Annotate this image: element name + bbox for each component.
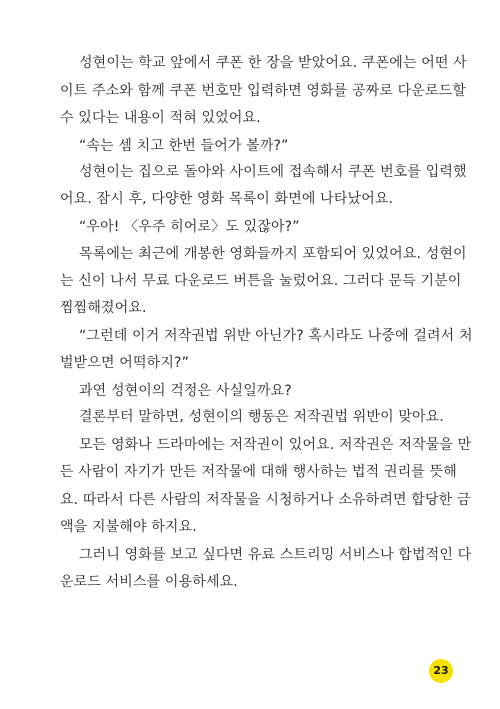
text-line: “그런데 이거 저작권법 위반 아닌가? 혹시라도 나중에 걸려서 처 — [79, 328, 473, 344]
text-line: 이트 주소와 함께 쿠폰 번호만 입력하면 영화를 공짜로 다운로드할 — [60, 83, 466, 99]
text-line: 어요. 잠시 후, 다양한 영화 목록이 화면에 나타났어요. — [60, 191, 394, 207]
text-line: 결론부터 말하면, 성현이의 행동은 저작권법 위반이 맞아요. — [79, 409, 444, 425]
highlighted-text-line — [60, 489, 471, 511]
highlight: 든 사람이 자기가 만든 저작물에 대해 행사하는 법적 권리를 뜻해 — [60, 464, 457, 480]
text-line: 성현이는 학교 앞에서 쿠폰 한 장을 받았어요. 쿠폰에는 어떤 사 — [79, 55, 467, 71]
text-line: “속는 셈 치고 한번 들어가 볼까?” — [79, 138, 289, 154]
highlight: 모든 영화나 드라마에는 저작권이 있어요. 저작권은 저작물을 만 — [79, 437, 472, 453]
text-line: 과연 성현이의 걱정은 사실일까요? — [79, 383, 292, 399]
text-line: 는 신이 나서 무료 다운로드 버튼을 눌렀어요. 그러다 문득 기분이 — [60, 273, 462, 289]
text-line: 수 있다는 내용이 적혀 있었어요. — [60, 110, 261, 126]
text-line: 성현이는 집으로 돌아와 사이트에 접속해서 쿠폰 번호를 입력했 — [79, 164, 467, 180]
highlighted-text-line — [60, 516, 197, 538]
text-line: 운로드 서비스를 이용하세요. — [60, 574, 238, 590]
highlighted-text-line — [60, 461, 457, 483]
highlighted-text-line — [79, 434, 471, 456]
text-line: “우아! 〈우주 히어로〉도 있잖아?” — [79, 219, 300, 235]
highlight: 액을 지불해야 하지요. — [60, 519, 197, 535]
text-line: 그러니 영화를 보고 싶다면 유료 스트리밍 서비스나 합법적인 다 — [79, 547, 472, 563]
text-line: 벌받으면 어떡하지?” — [60, 355, 189, 371]
text-line: 목록에는 최근에 개봉한 영화들까지 포함되어 있었어요. 성현이 — [79, 246, 467, 262]
text-line: 찜찜해졌어요. — [60, 300, 147, 316]
highlight: 요. 따라서 다른 사람의 저작물을 시청하거나 소유하려면 합당한 금 — [60, 492, 471, 508]
page-number-badge: 23 — [429, 659, 453, 683]
